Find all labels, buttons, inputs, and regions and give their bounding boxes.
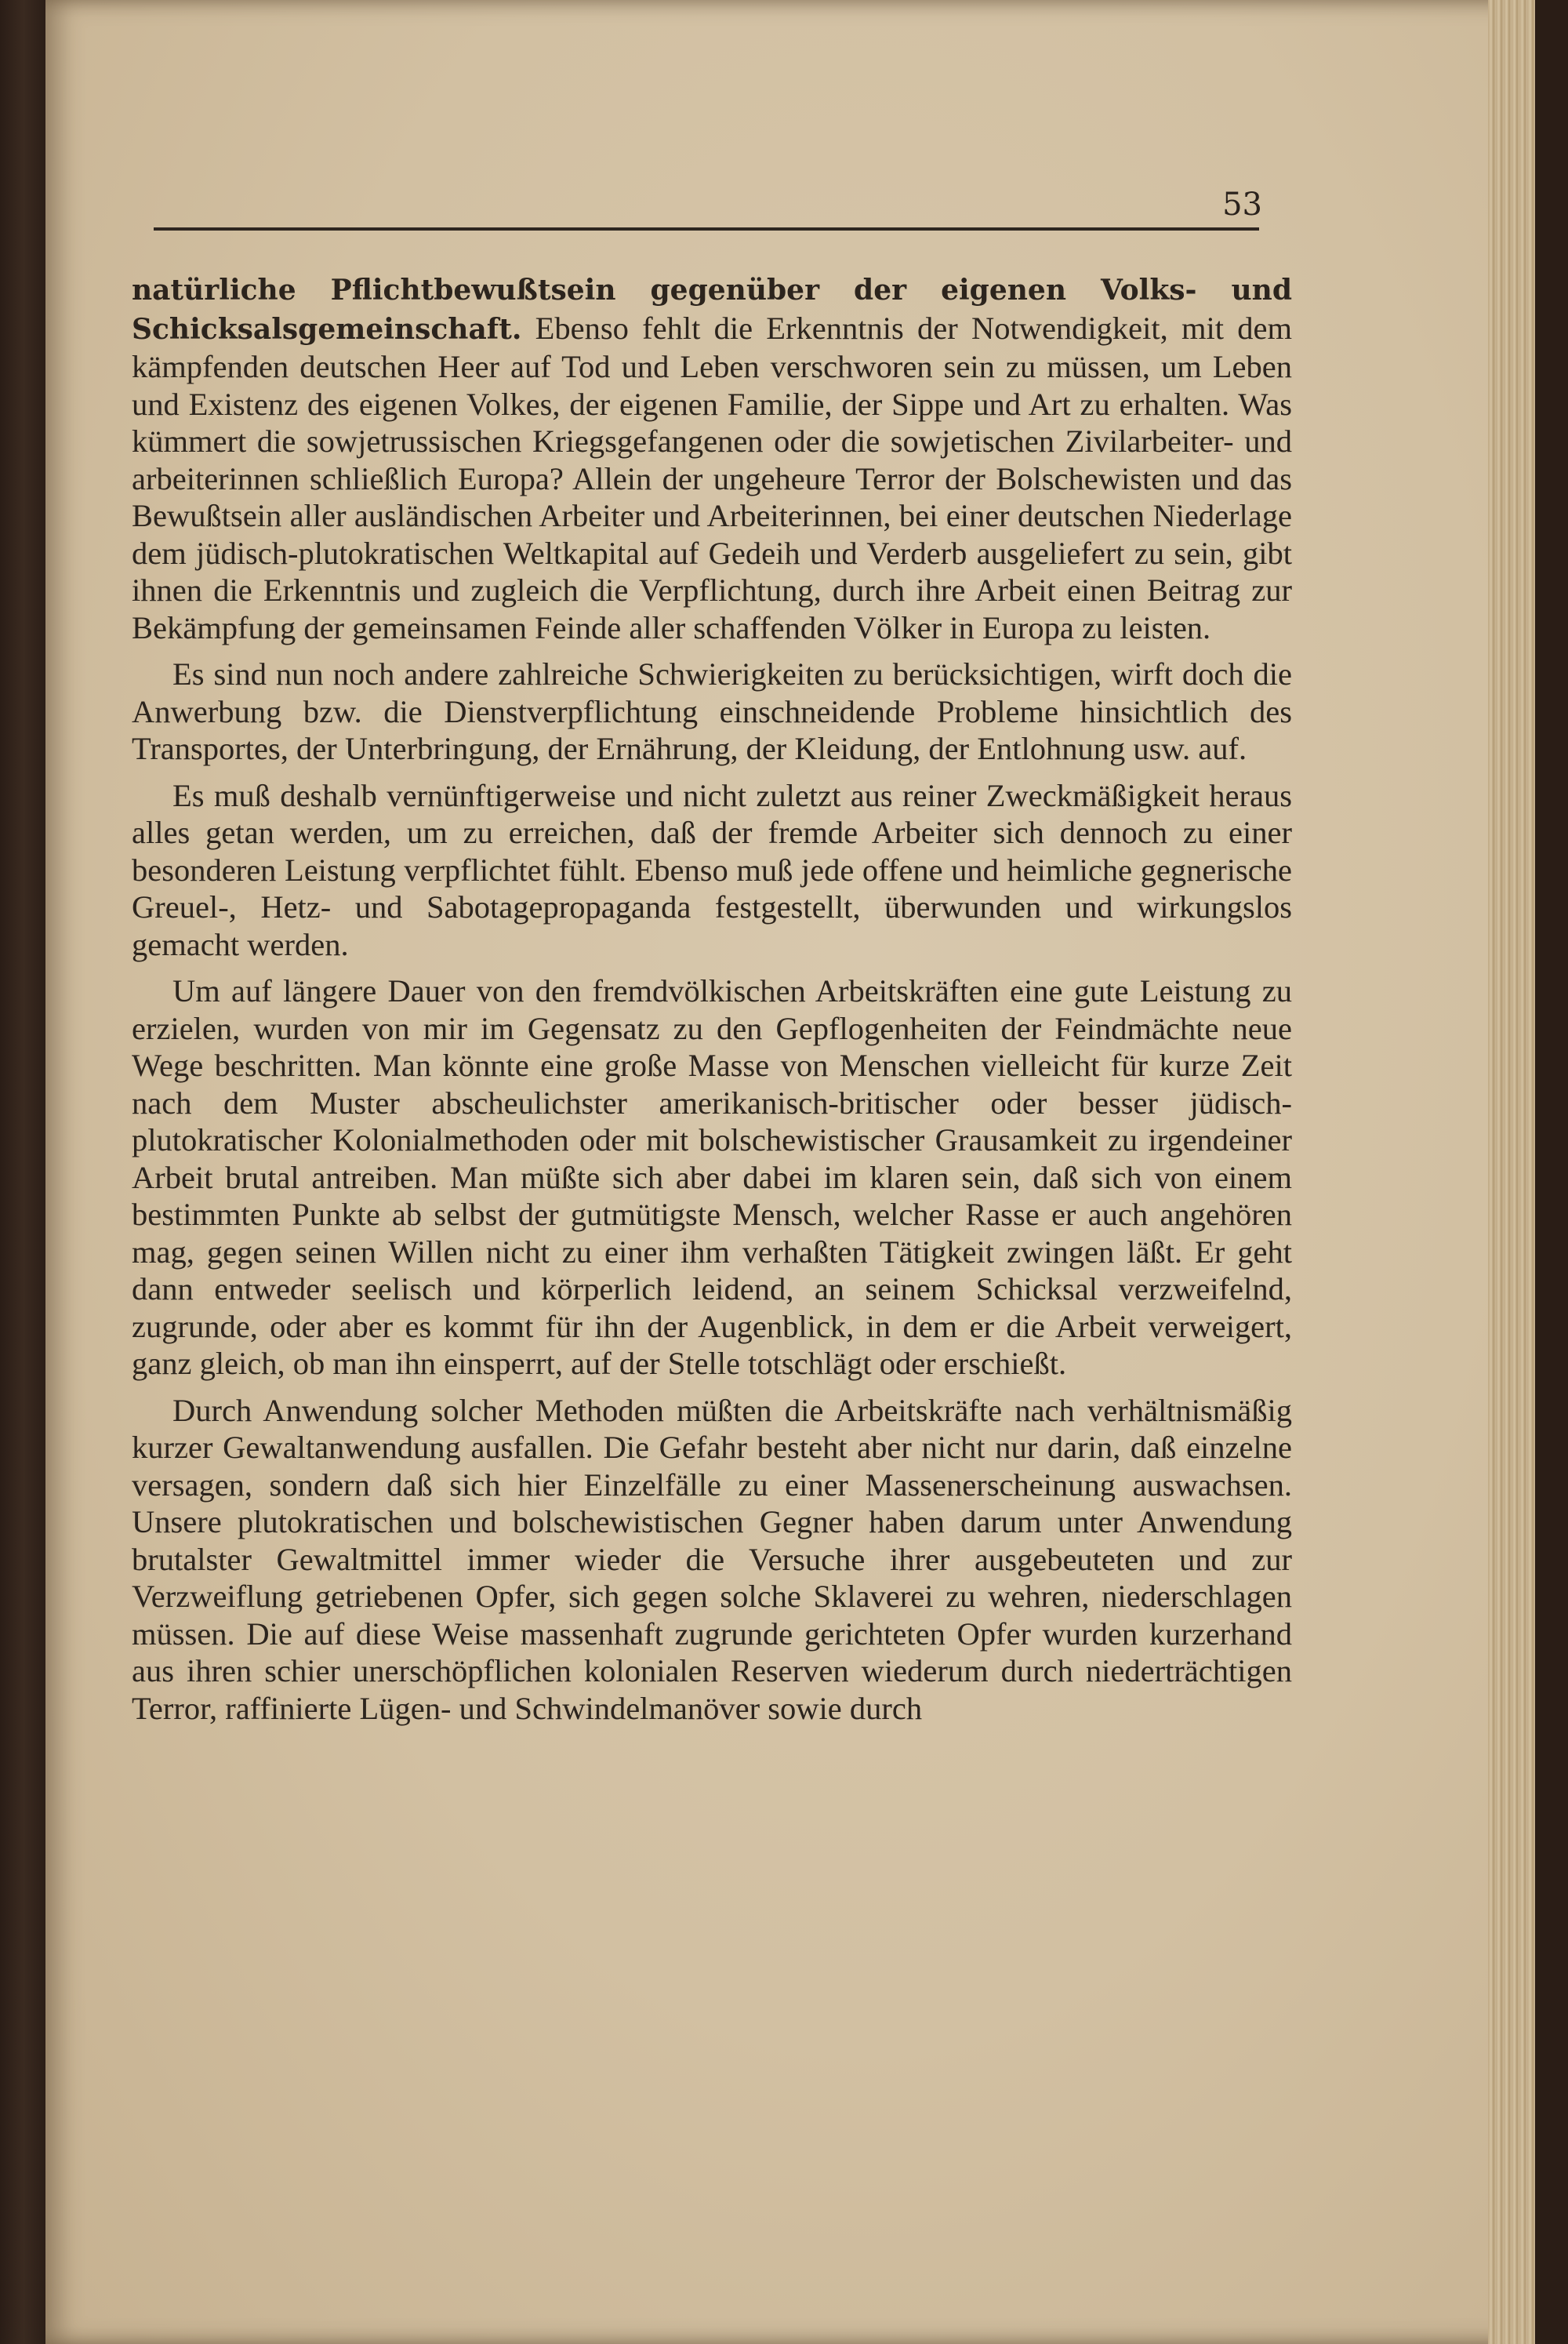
paragraph-4: Um auf längere Dauer von den fremdvölkischen Arbeitskräften eine gute Leistung zu erzielen, wurden von mir im Gegensatz zu den Gepflogenheiten der Feindmächte neue Wege beschritten. Man könnte eine große Masse von Menschen vielleicht für kurze Zeit nach dem Muster abscheulichster amerikanisch-britischer oder besser jüdisch-plutokratischer Kolonialmethoden oder mit bolschewistischer Grausamkeit zu irgendeiner Arbeit brutal antreiben. Man müßte sich aber dabei im klaren sein, daß sich von einem bestimmten Punkte ab selbst der gutmütigste Mensch, welcher Rasse er auch angehören mag, gegen seinen Willen nicht zu einer ihm verhaßten Tätigkeit zwingen läßt. Er geht dann entweder seelisch und körperlich leidend, an seinem Schicksal verzweifelnd, zugrunde, oder aber es kommt für ihn der Augenblick, in dem er die Arbeit verweigert, ganz gleich, ob man ihn einsperrt, auf der Stelle totschlägt oder erschießt. — [132, 973, 1292, 1381]
paragraph-5: Durch Anwendung solcher Methoden müßten die Arbeitskräfte nach verhältnismäßig kurzer Gewaltanwendung ausfallen. Die Gefahr besteht aber nicht nur darin, daß einzelne versagen, sondern daß sich hier Einzelfälle zu einer Massenerscheinung auswachsen. Unsere plutokratischen und bolschewistischen Gegner haben darum unter Anwendung brutalster Gewaltmittel immer wieder die Versuche ihrer ausgebeuteten und zur Verzweiflung getriebenen Opfer, sich gegen solche Sklaverei zu wehren, niederschlagen müssen. Die auf diese Weise massenhaft zugrunde gerichteten Opfer wurden kurzerhand aus ihren schier unerschöpflichen kolonialen Reserven wiederum durch niederträchtigen Terror, raffinierte Lügen- und Schwindelmanöver sowie durch — [132, 1392, 1292, 1726]
bold-lead-text: natürliche Pflichtbewußtsein gegenüber der eigenen Volks- und Schicksalsgemeinschaft. — [132, 274, 1292, 346]
header-rule — [154, 227, 1259, 231]
paragraph-1 — [132, 271, 1292, 646]
page-number: 53 — [1222, 187, 1262, 223]
paragraph-3: Es muß deshalb vernünftigerweise und nicht zuletzt aus reiner Zweckmäßigkeit heraus alles getan werden, um zu erreichen, daß der fremde Arbeiter sich dennoch zu einer besonderen Leistung verpflichtet fühlt. Ebenso muß jede offene und heimliche gegnerische Greuel-, Hetz- und Sabotagepropaganda festgestellt, überwunden und wirkungslos gemacht werden. — [132, 777, 1292, 962]
paragraph-2: Es sind nun noch andere zahlreiche Schwierigkeiten zu berücksichtigen, wirft doch die Anwerbung bzw. die Dienstverpflichtung einschneidende Probleme hinsichtlich des Transportes, der Unterbringung, der Ernährung, der Kleidung, der Entlohnung usw. auf. — [132, 656, 1292, 766]
paragraph-1-text: Ebenso fehlt die Erkenntnis der Notwendigkeit, mit dem kämpfenden deutschen Heer auf Tod und Leben verschworen sein zu müssen, um Leben und Existenz des eigenen Volkes, der eigenen Familie, der Sippe und Art zu erhalten. Was kümmert die sowjetrussischen Kriegsgefangenen oder die sowjetischen Zivilarbeiter- und arbeiterinnen schließlich Europa? Allein der ungeheure Terror der Bolschewisten und das Bewußtsein aller ausländischen Arbeiter und Arbeiterinnen, bei einer deutschen Niederlage dem jüdisch-plutokratischen Weltkapital auf Gedeih und Verderb ausgeliefert zu sein, gibt ihnen die Erkenntnis und zugleich die Verpflichtung, durch ihre Arbeit einen Beitrag zur Bekämpfung der gemeinsamen Feinde aller schaffenden Völker in Europa zu leisten. — [132, 310, 1292, 645]
body-text — [132, 271, 1292, 1727]
page-edge — [1488, 0, 1535, 2344]
